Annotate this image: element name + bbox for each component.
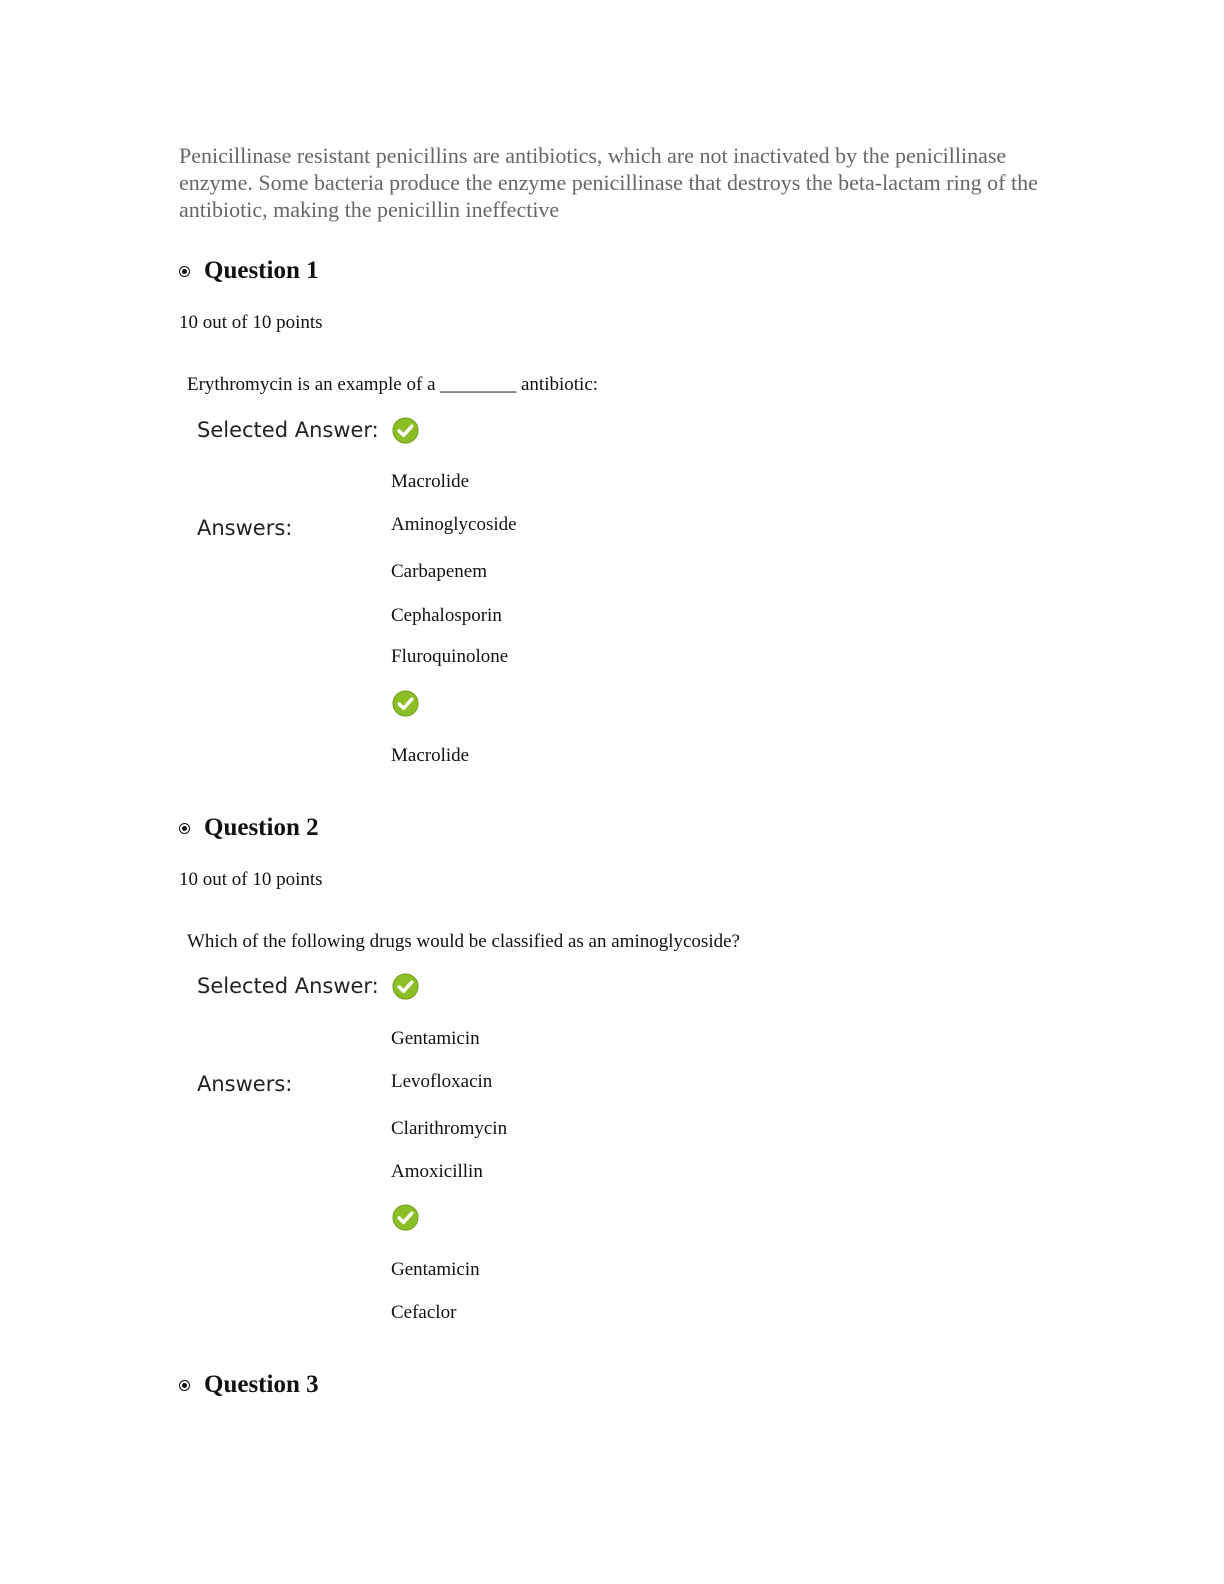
answers-label: Answers: [197,1072,293,1096]
correct-check-icon [392,690,419,717]
question-title: Question 1 [204,257,319,284]
answer-option-correct: Gentamicin [391,1259,480,1280]
question-1-heading [179,254,319,288]
question-title: Question 2 [204,814,319,841]
question-2-heading [179,811,319,845]
selected-answer-label: Selected Answer: [197,974,379,998]
question-prompt: Which of the following drugs would be classified as an aminoglycoside? [187,931,740,952]
bullet-icon [179,266,190,277]
bullet-icon [179,823,190,834]
answer-option: Levofloxacin [391,1071,493,1092]
bullet-icon [179,1380,190,1391]
correct-check-icon [392,1204,419,1231]
question-3-heading [179,1368,319,1402]
question-points: 10 out of 10 points [179,869,323,890]
answer-option: Cephalosporin [391,605,502,626]
correct-check-icon [392,973,419,1000]
answer-option: Amoxicillin [391,1161,483,1182]
answer-option-correct: Macrolide [391,745,470,766]
question-prompt: Erythromycin is an example of a ________ antibiotic: [187,374,599,395]
answer-option: Aminoglycoside [391,514,517,535]
answer-option: Cefaclor [391,1302,457,1323]
selected-answer-text: Gentamicin [391,1028,480,1049]
question-points: 10 out of 10 points [179,312,323,333]
answer-option: Fluroquinolone [391,646,509,667]
correct-check-icon [392,417,419,444]
answer-option: Carbapenem [391,561,488,582]
selected-answer-text: Macrolide [391,471,470,492]
selected-answer-label: Selected Answer: [197,418,379,442]
intro-paragraph: Penicillinase resistant penicillins are antibiotics, which are not inactivated by the penicillinase enzyme. Some bacteria produce the enzyme penicillinase that destroys the beta-lactam ring of the antibiotic, making the penicillin ineffective [179,143,1038,222]
answers-label: Answers: [197,516,293,540]
answer-option: Clarithromycin [391,1118,508,1139]
question-title: Question 3 [204,1371,319,1398]
